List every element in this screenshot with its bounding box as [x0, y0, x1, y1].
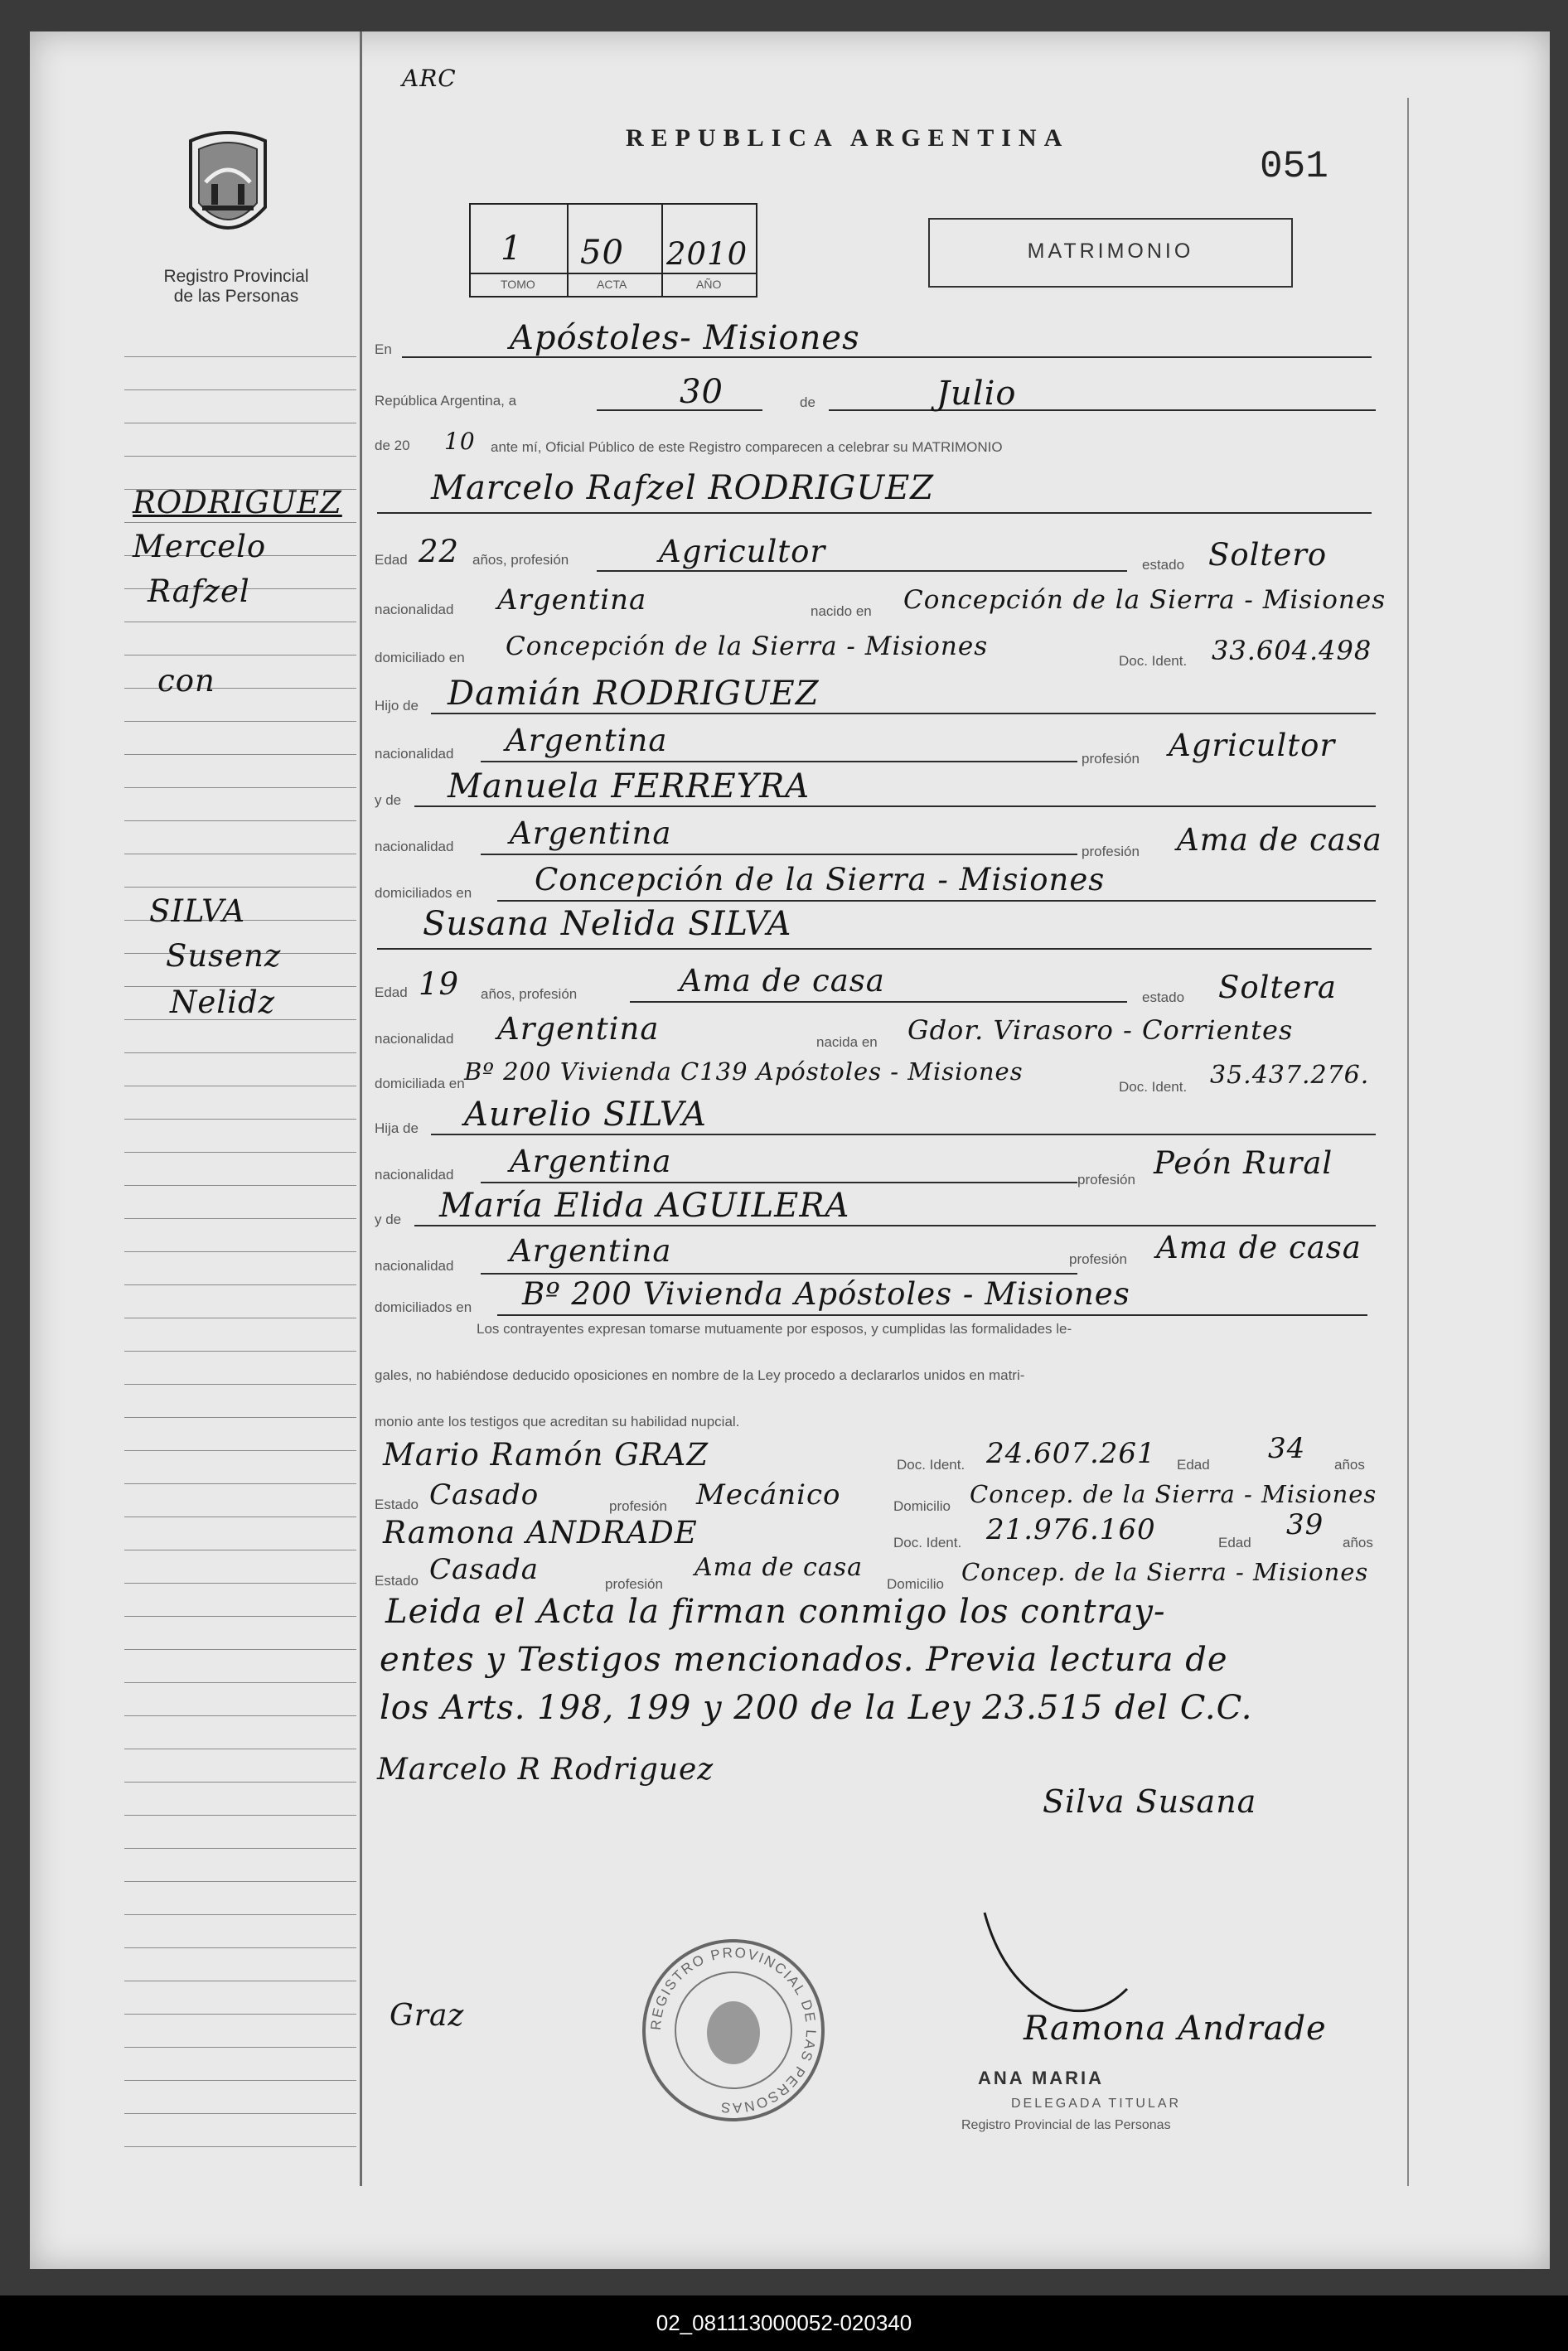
- margin-groom-given2: Rafzel: [148, 573, 250, 609]
- closing-line2: entes y Testigos mencionados. Previa lectura de: [380, 1641, 1228, 1679]
- record-id-box: [469, 203, 757, 298]
- bride-signature: Silva Susana: [1043, 1783, 1257, 1820]
- bride-father: Aurelio SILVA: [464, 1096, 707, 1134]
- groom-father-prof-label: profesión: [1082, 751, 1140, 767]
- groom-edad-label: Edad: [375, 552, 408, 568]
- month-line: [829, 409, 1376, 411]
- witness1-estado: Casado: [429, 1478, 540, 1512]
- groom-profession-line: [597, 570, 1127, 572]
- groom-name-line: [377, 512, 1372, 514]
- bride-parents-dom-line: [497, 1314, 1367, 1316]
- year-prefix: de 20: [375, 438, 410, 453]
- arc-note: ARC: [402, 65, 457, 92]
- tomo-value: 1: [501, 230, 523, 268]
- bride-parents-dom: Bº 200 Vivienda Apóstoles - Misiones: [522, 1276, 1130, 1312]
- registry-seal: [638, 1935, 829, 2126]
- margin-bride-surname: SILVA: [149, 893, 246, 929]
- en-label: En: [375, 341, 392, 357]
- signature-flourish: [978, 1906, 1243, 2022]
- groom-birthplace: Concepción de la Sierra - Misiones: [903, 585, 1387, 615]
- country-heading: REPUBLICA ARGENTINA: [626, 124, 1070, 152]
- registry-emblem: [174, 124, 282, 249]
- groom-nationality: Argentina: [497, 583, 647, 617]
- witness1-prof-label: profesión: [609, 1498, 667, 1514]
- witness1-name: Mario Ramón GRAZ: [383, 1437, 709, 1473]
- witness2-signature: Ramona Andrade: [1024, 2010, 1327, 2048]
- witness2-prof-label: profesión: [605, 1576, 663, 1592]
- witness1-edad-label: Edad: [1177, 1457, 1210, 1473]
- preamble: ante mí, Oficial Público de este Registro comparecen a celebrar su MATRIMONIO: [491, 439, 1003, 455]
- bride-nationality: Argentina: [497, 1011, 660, 1047]
- witness1-profession: Mecánico: [696, 1478, 841, 1512]
- witness2-estado-label: Estado: [375, 1573, 419, 1589]
- bride-father-line: [431, 1134, 1376, 1135]
- bride-hija-label: Hija de: [375, 1120, 419, 1136]
- bride-father-nat: Argentina: [510, 1144, 672, 1179]
- groom-mother-nat-label: nacionalidad: [375, 839, 454, 854]
- bride-mother-line: [414, 1225, 1376, 1226]
- groom-mother: Manuela FERREYRA: [448, 767, 811, 805]
- groom-signature: Marcelo R Rodriguez: [377, 1753, 714, 1787]
- bride-profession: Ama de casa: [680, 963, 885, 999]
- witness1-signature: Graz: [390, 1999, 465, 2033]
- witness2-dom-label: Domicilio: [887, 1576, 944, 1592]
- groom-mother-prof: Ama de casa: [1177, 822, 1382, 858]
- bride-anos-label: años, profesión: [481, 986, 578, 1002]
- witness2-doc-label: Doc. Ident.: [893, 1535, 962, 1550]
- bride-domicile: Bº 200 Vivienda C139 Apóstoles - Misiones: [464, 1057, 1024, 1086]
- groom-father-prof: Agricultor: [1169, 728, 1336, 763]
- bride-age: 19: [419, 966, 460, 1002]
- groom-nacionalidad-label: nacionalidad: [375, 602, 454, 617]
- groom-doc: 33.604.498: [1212, 635, 1372, 666]
- bride-nacida-label: nacida en: [816, 1034, 878, 1050]
- witness2-edad-label: Edad: [1218, 1535, 1251, 1550]
- acta-cell: [567, 205, 663, 296]
- witness1-estado-label: Estado: [375, 1497, 419, 1512]
- groom-parents-dom-line: [497, 900, 1376, 902]
- groom-doc-label: Doc. Ident.: [1119, 653, 1188, 669]
- groom-parents-dom-label: domiciliados en: [375, 885, 472, 901]
- bride-mother-prof-label: profesión: [1069, 1251, 1127, 1267]
- margin-bride-given1: Susenz: [166, 938, 282, 974]
- bride-mother-nat: Argentina: [510, 1233, 672, 1269]
- bride-estado: Soltera: [1218, 970, 1337, 1005]
- bride-mother-prof: Ama de casa: [1156, 1230, 1362, 1265]
- declaration-line1: Los contrayentes expresan tomarse mutuamente por esposos, y cumplidas las formalidades le-: [477, 1321, 1072, 1337]
- bride-domicilio-label: domiciliada en: [375, 1076, 465, 1091]
- groom-mother-line: [414, 805, 1376, 807]
- witness2-name: Ramona ANDRADE: [383, 1515, 698, 1550]
- groom-estado-label: estado: [1142, 557, 1185, 573]
- margin-con: con: [157, 663, 215, 699]
- declaration-line2: gales, no habiéndose deducido oposiciones en nombre de la Ley procedo a declararlos unidos en matri-: [375, 1367, 1025, 1383]
- groom-yde-label: y de: [375, 792, 402, 808]
- registry-name-line1: Registro Provincial: [163, 267, 309, 286]
- tomo-cell: [471, 205, 569, 296]
- witness2-age: 39: [1286, 1508, 1324, 1541]
- groom-father-line: [431, 713, 1376, 714]
- month-value: Julio: [936, 375, 1017, 413]
- bride-doc-label: Doc. Ident.: [1119, 1079, 1188, 1095]
- bride-profession-line: [630, 1001, 1127, 1003]
- groom-estado: Soltero: [1208, 537, 1328, 573]
- groom-mother-prof-label: profesión: [1082, 844, 1140, 859]
- groom-father: Damián RODRIGUEZ: [448, 675, 820, 713]
- bride-doc: 35.437.276.: [1210, 1061, 1370, 1090]
- groom-hijo-label: Hijo de: [375, 698, 419, 714]
- bride-name-line: [377, 948, 1372, 950]
- witness1-dom-label: Domicilio: [893, 1498, 951, 1514]
- groom-nacido-label: nacido en: [811, 603, 872, 619]
- witness1-doc-label: Doc. Ident.: [897, 1457, 965, 1473]
- margin-groom-given1: Mercelo: [133, 529, 267, 564]
- id-box-divider: [471, 273, 756, 274]
- groom-father-nat: Argentina: [506, 723, 668, 758]
- groom-profession: Agricultor: [659, 534, 826, 569]
- anio-cell: [661, 205, 756, 296]
- bride-name: Susana Nelida SILVA: [423, 905, 792, 943]
- witness2-domicile: Concep. de la Sierra - Misiones: [961, 1558, 1369, 1586]
- bride-yde-label: y de: [375, 1212, 402, 1227]
- record-type: MATRIMONIO: [1027, 239, 1194, 263]
- bride-edad-label: Edad: [375, 984, 408, 1000]
- witness2-doc: 21.976.160: [986, 1513, 1156, 1546]
- bride-parents-dom-label: domiciliados en: [375, 1299, 472, 1315]
- anio-label: AÑO: [696, 278, 722, 291]
- groom-mother-nat: Argentina: [510, 815, 672, 851]
- witness1-domicile: Concep. de la Sierra - Misiones: [970, 1480, 1377, 1508]
- bride-mother-nat-line: [481, 1273, 1077, 1275]
- groom-parents-dom: Concepción de la Sierra - Misiones: [535, 862, 1106, 897]
- bride-birthplace: Gdor. Virasoro - Corrientes: [907, 1014, 1294, 1046]
- margin-groom-surname: RODRIGUEZ: [133, 485, 342, 520]
- bride-father-nat-label: nacionalidad: [375, 1167, 454, 1183]
- bride-father-nat-line: [481, 1182, 1077, 1183]
- seal-text: REGISTRO PROVINCIAL DE LAS PERSONAS: [647, 1944, 820, 2116]
- tomo-label: TOMO: [501, 278, 535, 291]
- witness1-age: 34: [1268, 1432, 1306, 1465]
- groom-father-nat-line: [481, 761, 1077, 762]
- bride-mother: María Elida AGUILERA: [439, 1187, 850, 1225]
- witness2-anos-label: años: [1343, 1535, 1373, 1550]
- year-suffix: 10: [444, 428, 476, 455]
- groom-domicile: Concepción de la Sierra - Misiones: [506, 631, 989, 661]
- stamp-line2: DELEGADA TITULAR: [1011, 2097, 1182, 2111]
- stamp-line1: ANA MARIA: [978, 2068, 1105, 2088]
- image-caption: 02_081113000052-020340: [0, 2295, 1568, 2351]
- witness1-doc: 24.607.261: [986, 1437, 1156, 1470]
- groom-domicilio-label: domiciliado en: [375, 650, 465, 665]
- day-value: 30: [680, 373, 724, 411]
- place-value: Apóstoles- Misiones: [510, 319, 860, 357]
- witness2-profession: Ama de casa: [694, 1553, 863, 1582]
- registry-name-line2: de las Personas: [173, 287, 299, 306]
- page-border: [1407, 98, 1409, 2186]
- bride-father-prof-label: profesión: [1077, 1172, 1135, 1188]
- margin-bride-given2: Nelidz: [170, 984, 276, 1020]
- de-label: de: [800, 394, 815, 410]
- groom-name: Marcelo Rafzel RODRIGUEZ: [431, 469, 935, 507]
- margin-divider: [360, 31, 362, 2186]
- folio-number: 051: [1260, 145, 1328, 188]
- groom-father-nat-label: nacionalidad: [375, 746, 454, 762]
- witness2-estado: Casada: [429, 1553, 540, 1586]
- acta-label: ACTA: [597, 278, 627, 291]
- acta-value: 50: [580, 234, 624, 272]
- anio-value: 2010: [666, 236, 748, 272]
- witness1-anos-label: años: [1334, 1457, 1365, 1473]
- groom-age: 22: [419, 534, 460, 569]
- republica-label: República Argentina, a: [375, 393, 517, 409]
- closing-line3: los Arts. 198, 199 y 200 de la Ley 23.515 del C.C.: [380, 1689, 1253, 1727]
- registry-name: [124, 267, 348, 307]
- bride-estado-label: estado: [1142, 989, 1185, 1005]
- groom-mother-nat-line: [481, 854, 1077, 855]
- groom-anos-label: años, profesión: [472, 552, 569, 568]
- record-type-box: [928, 218, 1293, 288]
- bride-father-prof: Peón Rural: [1154, 1145, 1333, 1181]
- stamp-line3: Registro Provincial de las Personas: [961, 2118, 1171, 2132]
- official-stamp: [961, 2063, 1243, 2155]
- bride-nacionalidad-label: nacionalidad: [375, 1031, 454, 1047]
- declaration-line3: monio ante los testigos que acreditan su habilidad nupcial.: [375, 1414, 740, 1429]
- bride-mother-nat-label: nacionalidad: [375, 1258, 454, 1274]
- closing-line1: Leida el Acta la firman conmigo los contray-: [385, 1593, 1166, 1631]
